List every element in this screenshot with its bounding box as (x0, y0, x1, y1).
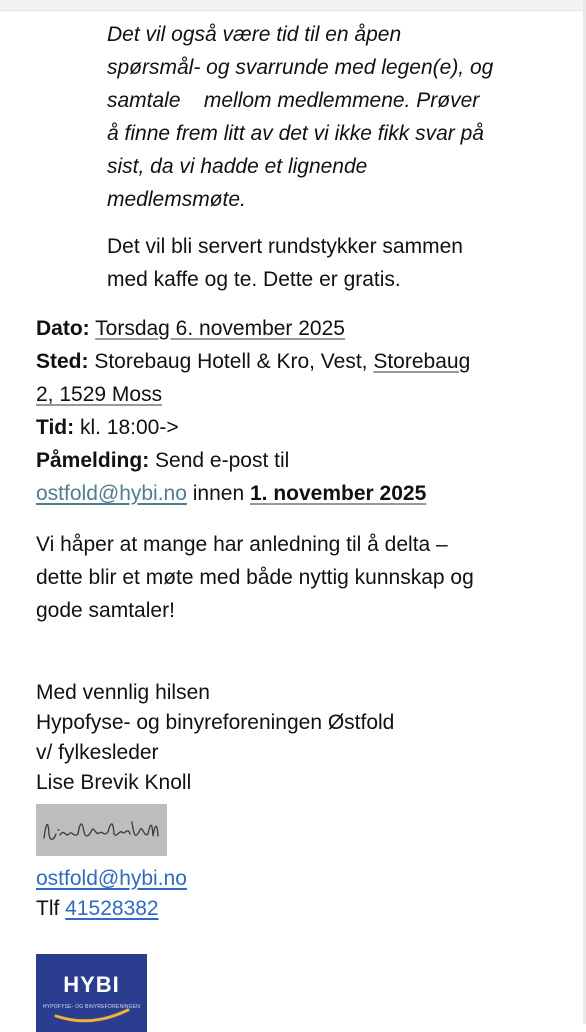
intro-line: Det vil også være tid til en åpen (107, 23, 402, 46)
logo-subtitle: HYPOFYSE- OG BINYREFORENINGEN (42, 1004, 141, 1010)
signup-email-link[interactable]: ostfold@hybi.no (36, 482, 187, 505)
hybi-logo (36, 954, 147, 1032)
organization-name: Hypofyse- og binyreforeningen Østfold (36, 711, 395, 734)
top-strip (0, 0, 586, 11)
intro-line: samtale mellom medlemmene. Prøver (107, 89, 480, 112)
event-details (36, 312, 576, 510)
date-row (36, 312, 576, 345)
place-row (36, 345, 576, 378)
phone-link[interactable]: 41528382 (65, 897, 159, 920)
food-text (107, 230, 576, 296)
signup-label: Påmelding: (36, 449, 150, 472)
phone-row (36, 894, 576, 924)
time-label: Tid: (36, 416, 75, 439)
address-link-cont[interactable]: 2, 1529 Moss (36, 383, 163, 406)
time-value: kl. 18:00-> (79, 416, 179, 439)
time-row (36, 411, 576, 444)
date-value[interactable]: Torsdag 6. november 2025 (95, 317, 345, 340)
signoff-block (36, 678, 576, 798)
contact-email-row (36, 864, 576, 894)
place-label: Sted: (36, 350, 89, 373)
intro-line: medlemsmøte. (107, 188, 246, 211)
deadline-date[interactable]: 1. november 2025 (250, 482, 427, 505)
role: v/ fylkesleder (36, 741, 159, 764)
intro-text (107, 18, 576, 216)
intro-block (36, 18, 576, 296)
handwritten-signature-image (36, 804, 167, 856)
food-line: med kaffe og te. Dette er gratis. (107, 268, 401, 291)
signer-name: Lise Brevik Knoll (36, 771, 192, 794)
address-link[interactable]: Storebaug (373, 350, 471, 373)
food-line: Det vil bli servert rundstykker sammen (107, 235, 463, 258)
intro-line: spørsmål- og svarrunde med legen(e), og (107, 56, 494, 79)
closing-line: gode samtaler! (36, 599, 175, 622)
contact-block (36, 864, 576, 924)
signup-row (36, 444, 576, 477)
closing-text (36, 528, 576, 627)
email-body (36, 18, 576, 1032)
date-label: Dato: (36, 317, 90, 340)
signature-scribble (36, 804, 167, 856)
place-value: Storebaug Hotell & Kro, Vest, (94, 350, 368, 373)
deadline-prefix: innen (192, 482, 245, 505)
intro-line: å finne frem litt av det vi ikke fikk svar på (107, 122, 484, 145)
signup-value: Send e-post til (155, 449, 290, 472)
greeting: Med vennlig hilsen (36, 681, 210, 704)
contact-email-link[interactable]: ostfold@hybi.no (36, 867, 187, 890)
closing-line: Vi håper at mange har anledning til å delta – (36, 533, 448, 556)
logo-text: HYBI (63, 972, 120, 997)
intro-line: sist, da vi hadde et lignende (107, 155, 368, 178)
signup-row-cont (36, 477, 576, 510)
phone-label: Tlf (36, 897, 60, 920)
closing-line: dette blir et møte med både nyttig kunnskap og (36, 566, 474, 589)
place-row-cont (36, 378, 576, 411)
